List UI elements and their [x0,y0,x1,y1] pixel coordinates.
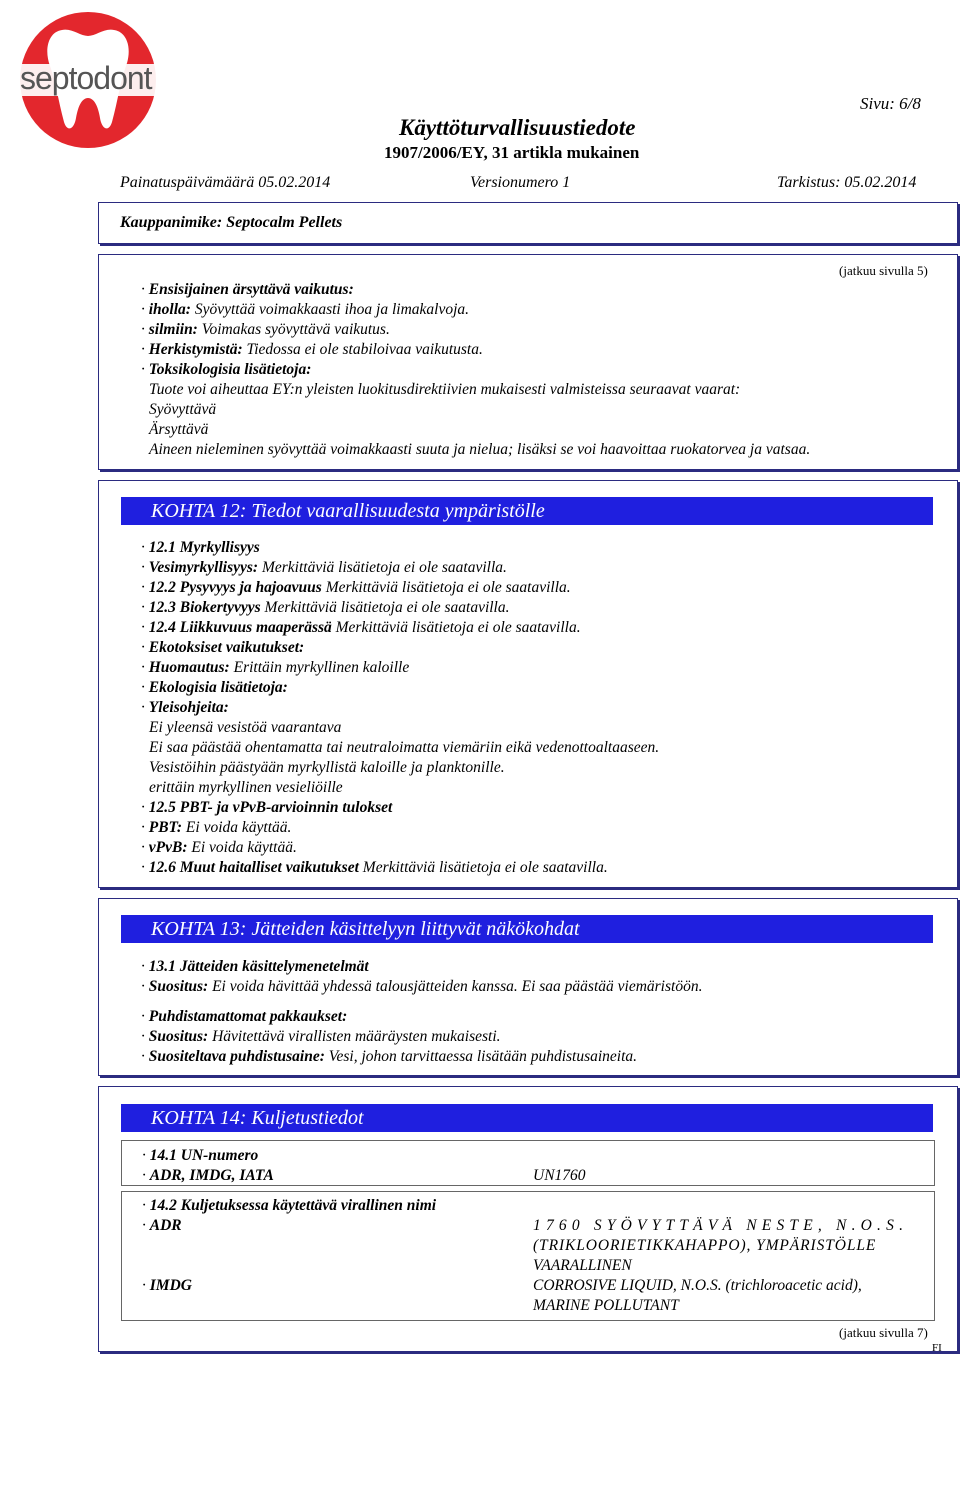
list-item: · Huomautus: Erittäin myrkyllinen kaloille [141,659,410,676]
adr-name-line: 1760 SYÖVYTTÄVÄ NESTE, N.O.S. [533,1217,909,1234]
list-item: · 12.3 Biokertyvyys Merkittäviä lisätietoja ei ole saatavilla. [141,599,510,616]
section-13-box [98,898,958,1076]
brand-name: septodont [20,60,152,96]
text-line: Tuote voi aiheuttaa EY:n yleisten luokitusdirektiivien mukaisesti valmisteissa seuraavat vaarat: [149,381,741,398]
list-item: · Yleisohjeita: [141,699,229,716]
list-item: · iholla: Syövyttää voimakkaasti ihoa ja limakalvoja. [141,301,470,318]
list-item: · 12.6 Muut haitalliset vaikutukset Merkittäviä lisätietoja ei ole saatavilla. [141,859,608,876]
continued-from: (jatkuu sivulla 5) [839,263,928,278]
document-subtitle: 1907/2006/EY, 31 artikla mukainen [384,143,640,162]
section-13-title: KOHTA 13: Jätteiden käsittelyyn liittyvät näkökohdat [121,915,933,943]
imdg-name-line: CORROSIVE LIQUID, N.O.S. (trichloroacetic acid), [533,1277,862,1294]
adr-name-line: (TRIKLOORIETIKKAHAPPO), YMPÄRISTÖLLE [533,1237,877,1254]
un-number-box [121,1140,935,1186]
list-item: · vPvB: Ei voida käyttää. [141,839,297,856]
revision-date: Tarkistus: 05.02.2014 [777,174,917,191]
list-item: · 14.1 UN-numero [142,1147,259,1164]
list-item: · 12.1 Myrkyllisyys [141,539,260,556]
list-item: · 12.2 Pysyvyys ja hajoavuus Merkittäviä lisätietoja ei ole saatavilla. [141,579,571,596]
section-12-box [98,480,958,888]
text-line: erittäin myrkyllinen vesieliöille [149,779,343,796]
text-line: Ärsyttävä [149,421,209,438]
list-item: · silmiin: Voimakas syövyttävä vaikutus. [141,321,390,338]
list-item: · ADR, IMDG, IATA [142,1167,274,1184]
list-item: · ADR [142,1217,182,1234]
adr-name-line: VAARALLINEN [533,1257,632,1274]
section-12-title: KOHTA 12: Tiedot vaarallisuudesta ympäristölle [121,497,933,525]
list-item: · Herkistymistä: Tiedossa ei ole stabiloivaa vaikutusta. [141,341,483,358]
list-item: · Ekologisia lisätietoja: [141,679,288,696]
list-item: · Vesimyrkyllisyys: Merkittäviä lisätietoja ei ole saatavilla. [141,559,507,576]
list-item: · Suositeltava puhdistusaine: Vesi, johon tarvittaessa lisätään puhdistusaineita. [141,1048,638,1065]
list-item: · Ekotoksiset vaikutukset: [141,639,305,656]
list-item: · PBT: Ei voida käyttää. [141,819,292,836]
section-14-box [98,1086,958,1352]
list-item: · Suositus: Hävitettävä virallisten määräysten mukaisesti. [141,1028,501,1045]
list-item: · 13.1 Jätteiden käsittelymenetelmät [141,958,369,975]
shipping-name-box [121,1191,935,1321]
septodont-logo [18,10,158,150]
list-item: · Ensisijainen ärsyttävä vaikutus: [141,281,354,298]
document-title: Käyttöturvallisuustiedote [399,115,636,140]
imdg-name-line: MARINE POLLUTANT [533,1297,679,1314]
un-number-value: UN1760 [533,1167,586,1184]
list-item: · 14.2 Kuljetuksessa käytettävä virallinen nimi [142,1197,437,1214]
print-date: Painatuspäivämäärä 05.02.2014 [120,174,331,191]
section-14-title: KOHTA 14: Kuljetustiedot [121,1104,933,1132]
text-line: Aineen nieleminen syövyttää voimakkaasti suuta ja nielua; lisäksi se voi haavoittaa ruokatorvea ja vatsaa. [149,441,811,458]
list-item: · Toksikologisia lisätietoja: [141,361,312,378]
language-code: FI [932,1342,942,1354]
list-item: · Puhdistamattomat pakkaukset: [141,1008,348,1025]
text-line: Syövyttävä [149,401,217,418]
text-line: Vesistöihin päästyään myrkyllistä kaloille ja planktonille. [149,759,505,776]
list-item: · 12.4 Liikkuvuus maaperässä Merkittäviä lisätietoja ei ole saatavilla. [141,619,581,636]
list-item: · Suositus: Ei voida hävittää yhdessä talousjätteiden kanssa. Ei saa päästää viemäristöön. [141,978,703,995]
text-line: Ei yleensä vesistöä vaarantava [149,719,342,736]
version-number: Versionumero 1 [470,174,571,191]
text-line: Ei saa päästää ohentamatta tai neutraloimatta viemäriin eikä vedenottoaltaaseen. [149,739,660,756]
section-11-box [98,254,958,470]
list-item: · IMDG [142,1277,192,1294]
trade-name: Kauppanimike: Septocalm Pellets [120,214,343,231]
list-item: · 12.5 PBT- ja vPvB-arvioinnin tulokset [141,799,393,816]
page-number: Sivu: 6/8 [860,94,921,113]
trade-name-box [98,202,958,244]
continued-to: (jatkuu sivulla 7) [839,1325,928,1340]
